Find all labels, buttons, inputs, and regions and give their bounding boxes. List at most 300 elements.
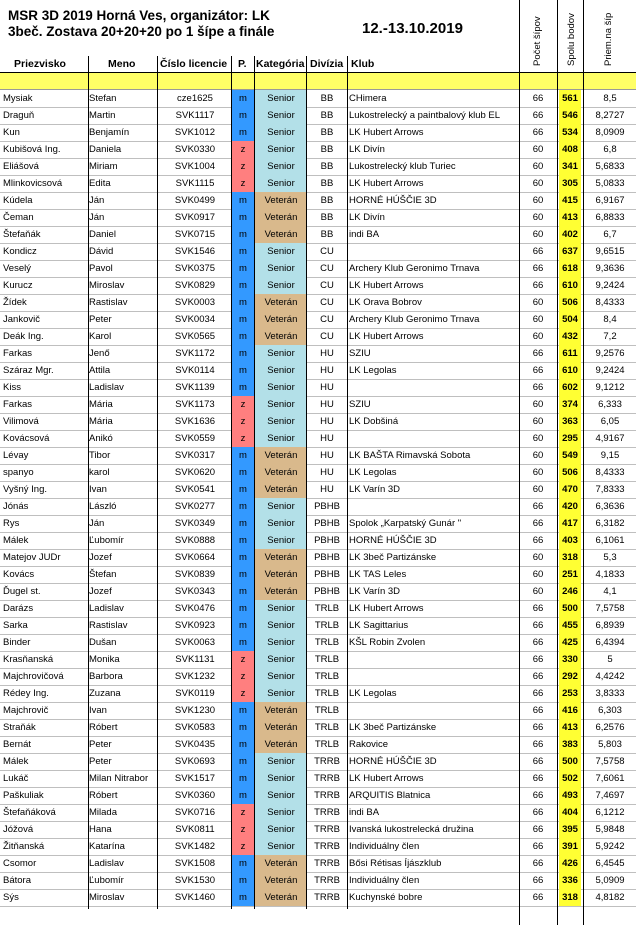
license-cell: SVK0003 (174, 297, 216, 308)
avg-cell: 8,4 (603, 314, 617, 325)
surname-cell: Štefaňáková (3, 807, 56, 818)
category-cell: Senior (255, 430, 307, 447)
category-cell: Veterán (255, 464, 307, 481)
arrows-cell: 66 (532, 705, 544, 716)
arrows-cell: 66 (532, 127, 544, 138)
category-cell: Senior (255, 362, 307, 379)
gender-cell: m (232, 532, 254, 549)
total-cell: 546 (559, 107, 581, 124)
avg-cell: 5,3 (603, 552, 617, 563)
gender-cell: m (232, 634, 254, 651)
surname-cell: Ďugel st. (3, 586, 41, 597)
avg-cell: 9,1212 (595, 382, 625, 393)
avg-cell: 3,8333 (595, 688, 625, 699)
gender-cell: m (232, 583, 254, 600)
surname-cell: Kurucz (3, 280, 33, 291)
total-cell: 408 (559, 141, 581, 158)
club-cell: LK TAS Leles (349, 569, 407, 580)
name-cell: Hana (89, 824, 112, 835)
club-cell (349, 651, 519, 668)
name-cell: Dávid (89, 246, 114, 257)
gender-cell: m (232, 736, 254, 753)
club-cell: SZIU (349, 399, 371, 410)
arrows-cell: 60 (532, 416, 544, 427)
license-cell: SVK0317 (174, 450, 216, 461)
club-cell: Kuchynské bobre (349, 892, 423, 903)
name-cell: Milada (89, 807, 117, 818)
license-cell: SVK0034 (174, 314, 216, 325)
table-row (0, 668, 636, 686)
grid-line (347, 56, 348, 909)
header-highlight-band (0, 73, 636, 90)
club-cell: Ivanská lukostrelecká družina (349, 824, 474, 835)
license-cell: SVK0693 (174, 756, 216, 767)
total-cell: 413 (559, 209, 581, 226)
division-cell: HU (320, 433, 334, 444)
license-cell: SVK0917 (174, 212, 216, 223)
table-row (0, 192, 636, 210)
name-cell: Mária (89, 399, 113, 410)
grid-line (88, 56, 89, 909)
total-cell: 341 (559, 158, 581, 175)
col-header-license: Číslo licencie (160, 58, 228, 70)
name-cell: Daniel (89, 229, 116, 240)
gender-cell: m (232, 753, 254, 770)
license-cell: SVK1482 (174, 841, 216, 852)
name-cell: Peter (89, 756, 112, 767)
club-cell: ARQUITIS Blatnica (349, 790, 431, 801)
table-row (0, 753, 636, 771)
total-cell: 470 (559, 481, 581, 498)
table-row (0, 566, 636, 584)
col-header-arrows: Počet šípov (532, 16, 543, 66)
license-cell: SVK1004 (174, 161, 216, 172)
avg-cell: 5,0833 (595, 178, 625, 189)
surname-cell: Vyšný Ing. (3, 484, 48, 495)
name-cell: Karol (89, 331, 112, 342)
surname-cell: Draguň (3, 110, 35, 121)
arrows-cell: 66 (532, 739, 544, 750)
total-cell: 417 (559, 515, 581, 532)
category-cell: Veterán (255, 889, 307, 906)
division-cell: TRLB (314, 637, 340, 648)
division-cell: TRRB (314, 875, 340, 886)
avg-cell: 6,8939 (595, 620, 625, 631)
name-cell: Ivan (89, 705, 107, 716)
license-cell: SVK1636 (174, 416, 216, 427)
division-cell: BB (320, 178, 334, 189)
club-cell: LK Hubert Arrows (349, 280, 424, 291)
license-cell: SVK0923 (174, 620, 216, 631)
total-cell: 416 (559, 702, 581, 719)
club-cell: indi BA (349, 229, 380, 240)
license-cell: SVK0583 (174, 722, 216, 733)
name-cell: Ivan (89, 484, 107, 495)
surname-cell: Mlinkovicsová (3, 178, 63, 189)
total-column-divider (557, 0, 558, 72)
division-cell: TRLB (314, 603, 340, 614)
table-row (0, 141, 636, 159)
category-cell: Senior (255, 379, 307, 396)
total-cell: 500 (559, 753, 581, 770)
category-cell: Senior (255, 141, 307, 158)
table-row (0, 549, 636, 567)
arrows-cell: 66 (532, 671, 544, 682)
category-cell: Veterán (255, 481, 307, 498)
license-cell: SVK0349 (174, 518, 216, 529)
category-cell: Veterán (255, 311, 307, 328)
division-cell: BB (320, 93, 334, 104)
total-cell: 383 (559, 736, 581, 753)
gender-cell: m (232, 277, 254, 294)
surname-cell: Málek (3, 756, 29, 767)
name-cell: Ján (89, 212, 105, 223)
name-cell: Tibor (89, 450, 111, 461)
gender-cell: m (232, 787, 254, 804)
license-cell: SVK0375 (174, 263, 216, 274)
club-cell: LK 3beč Partizánske (349, 552, 437, 563)
grid-line (583, 72, 584, 925)
gender-cell: m (232, 311, 254, 328)
grid-line (557, 72, 558, 925)
total-cell: 502 (559, 770, 581, 787)
total-cell: 504 (559, 311, 581, 328)
club-cell: Bősi Rétisas Íjászklub (349, 858, 442, 869)
license-cell: SVK1115 (175, 178, 215, 189)
total-cell: 425 (559, 634, 581, 651)
avg-cell: 9,2424 (595, 365, 625, 376)
license-cell: SVK1117 (175, 110, 215, 121)
name-cell: Anikó (89, 433, 113, 444)
category-cell: Senior (255, 634, 307, 651)
name-cell: Ján (89, 518, 105, 529)
category-cell: Veterán (255, 702, 307, 719)
avg-cell: 6,4394 (595, 637, 625, 648)
grid-line (519, 72, 520, 925)
total-cell: 318 (559, 549, 581, 566)
table-row (0, 396, 636, 414)
category-cell: Senior (255, 838, 307, 855)
division-cell: CU (320, 246, 334, 257)
club-cell: LK Varín 3D (349, 484, 401, 495)
gender-cell: m (232, 889, 254, 906)
avg-cell: 6,9167 (595, 195, 625, 206)
gender-cell: m (232, 770, 254, 787)
name-cell: Mária (89, 416, 113, 427)
arrows-cell: 60 (532, 586, 544, 597)
avg-cell: 6,1061 (595, 535, 625, 546)
division-cell: TRLB (314, 688, 340, 699)
avg-cell: 6,8833 (595, 212, 625, 223)
surname-cell: Lukáč (3, 773, 29, 784)
category-cell: Senior (255, 753, 307, 770)
arrows-column-divider (519, 0, 520, 72)
name-cell: Zuzana (89, 688, 121, 699)
total-cell: 330 (559, 651, 581, 668)
name-cell: Štefan (89, 569, 117, 580)
total-cell: 305 (559, 175, 581, 192)
total-cell: 415 (559, 192, 581, 209)
club-cell (349, 430, 519, 447)
total-cell: 561 (559, 90, 581, 107)
avg-column-divider (583, 0, 584, 72)
license-cell: SVK0664 (174, 552, 216, 563)
division-cell: HU (320, 399, 334, 410)
gender-cell: m (232, 481, 254, 498)
table-row (0, 804, 636, 822)
total-cell: 402 (559, 226, 581, 243)
avg-cell: 9,2424 (595, 280, 625, 291)
division-cell: TRRB (314, 824, 340, 835)
avg-cell: 5,803 (598, 739, 622, 750)
name-cell: Daniela (89, 144, 122, 155)
table-row (0, 685, 636, 703)
table-row (0, 362, 636, 380)
surname-cell: Krasňanská (3, 654, 54, 665)
name-cell: Pavol (89, 263, 113, 274)
license-cell: SVK0829 (174, 280, 216, 291)
table-row (0, 90, 636, 108)
name-cell: László (89, 501, 117, 512)
arrows-cell: 66 (532, 535, 544, 546)
category-cell: Senior (255, 685, 307, 702)
gender-cell: m (232, 90, 254, 107)
club-cell: LK Orava Bobrov (349, 297, 422, 308)
total-cell: 637 (559, 243, 581, 260)
gender-cell: m (232, 226, 254, 243)
avg-cell: 9,15 (600, 450, 620, 461)
competition-title: MSR 3D 2019 Horná Ves, organizátor: LK 3beč. Zostava 20+20+20 po 1 šípe a finále (8, 8, 275, 39)
avg-cell: 7,5758 (595, 756, 625, 767)
total-cell: 253 (559, 685, 581, 702)
arrows-cell: 66 (532, 110, 544, 121)
category-cell: Veterán (255, 226, 307, 243)
arrows-cell: 60 (532, 229, 544, 240)
category-cell: Veterán (255, 192, 307, 209)
category-cell: Senior (255, 770, 307, 787)
surname-cell: Žídek (3, 297, 27, 308)
license-cell: SVK1230 (174, 705, 216, 716)
license-cell: SVK0499 (174, 195, 216, 206)
club-cell: KŠL Robin Zvolen (349, 637, 426, 648)
gender-cell: m (232, 260, 254, 277)
category-cell: Senior (255, 498, 307, 515)
club-cell: LK 3beč Partizánske (349, 722, 437, 733)
gender-cell: m (232, 464, 254, 481)
surname-cell: Štefaňák (3, 229, 41, 240)
avg-cell: 4,1 (603, 586, 617, 597)
club-cell: LK Divín (349, 144, 385, 155)
division-cell: BB (320, 212, 334, 223)
surname-cell: Csomor (3, 858, 37, 869)
category-cell: Senior (255, 804, 307, 821)
table-row (0, 583, 636, 601)
total-cell: 295 (559, 430, 581, 447)
arrows-cell: 66 (532, 382, 544, 393)
arrows-cell: 66 (532, 93, 544, 104)
col-header-total: Spolu bodov (566, 13, 577, 66)
name-cell: Stefan (89, 93, 117, 104)
total-cell: 500 (559, 600, 581, 617)
name-cell: Miroslav (89, 280, 125, 291)
arrows-cell: 60 (532, 433, 544, 444)
table-row (0, 464, 636, 482)
total-cell: 413 (559, 719, 581, 736)
avg-cell: 6,303 (598, 705, 622, 716)
name-cell: Edita (89, 178, 111, 189)
division-cell: TRLB (314, 739, 340, 750)
surname-cell: Lévay (3, 450, 29, 461)
name-cell: Peter (89, 314, 112, 325)
name-cell: Ľubomír (89, 535, 124, 546)
club-cell (349, 668, 519, 685)
license-cell: SVK0114 (175, 365, 215, 376)
license-cell: SVK0715 (174, 229, 216, 240)
division-cell: BB (320, 110, 334, 121)
total-cell: 432 (559, 328, 581, 345)
gender-cell: m (232, 107, 254, 124)
name-cell: Miroslav (89, 892, 125, 903)
grid-line (231, 56, 232, 909)
club-cell: Lukostrelecký a paintbalový klub EL (349, 110, 501, 121)
division-cell: TRRB (314, 756, 340, 767)
total-cell: 318 (559, 889, 581, 906)
division-cell: BB (320, 127, 334, 138)
gender-cell: m (232, 294, 254, 311)
license-cell: SVK0811 (175, 824, 215, 835)
total-cell: 420 (559, 498, 581, 515)
gender-cell: m (232, 872, 254, 889)
arrows-cell: 60 (532, 484, 544, 495)
surname-cell: Veselý (3, 263, 31, 274)
avg-cell: 4,9167 (595, 433, 625, 444)
division-cell: HU (320, 382, 334, 393)
category-cell: Senior (255, 345, 307, 362)
club-cell: HORNÉ HÚŠČIE 3D (349, 535, 437, 546)
category-cell: Senior (255, 651, 307, 668)
total-cell: 395 (559, 821, 581, 838)
club-cell: LK Sagittarius (349, 620, 409, 631)
table-row (0, 328, 636, 346)
avg-cell: 6,333 (598, 399, 622, 410)
license-cell: SVK0435 (174, 739, 216, 750)
license-cell: SVK0360 (174, 790, 216, 801)
license-cell: SVK0888 (174, 535, 216, 546)
name-cell: Martin (89, 110, 116, 121)
category-cell: Senior (255, 515, 307, 532)
division-cell: TRLB (314, 654, 340, 665)
arrows-cell: 60 (532, 297, 544, 308)
arrows-cell: 66 (532, 654, 544, 665)
name-cell: Ladislav (89, 382, 124, 393)
license-cell: SVK0716 (174, 807, 216, 818)
gender-cell: m (232, 600, 254, 617)
gender-cell: m (232, 243, 254, 260)
arrows-cell: 66 (532, 637, 544, 648)
club-cell: LK Hubert Arrows (349, 773, 424, 784)
surname-cell: spanyo (3, 467, 34, 478)
total-cell: 426 (559, 855, 581, 872)
table-row (0, 719, 636, 737)
col-header-surname: Priezvisko (14, 58, 66, 70)
division-cell: PBHB (314, 586, 340, 597)
arrows-cell: 66 (532, 688, 544, 699)
table-row (0, 481, 636, 499)
arrows-cell: 60 (532, 552, 544, 563)
table-row (0, 226, 636, 244)
arrows-cell: 60 (532, 212, 544, 223)
gender-cell: m (232, 498, 254, 515)
club-cell: LK Hubert Arrows (349, 603, 424, 614)
avg-cell: 6,2576 (595, 722, 625, 733)
table-row (0, 872, 636, 890)
license-cell: cze1625 (177, 93, 213, 104)
table-row (0, 209, 636, 227)
license-cell: SVK0063 (174, 637, 216, 648)
arrows-cell: 66 (532, 365, 544, 376)
gender-cell: z (232, 838, 254, 855)
avg-cell: 6,7 (603, 229, 617, 240)
division-cell: CU (320, 297, 334, 308)
avg-cell: 6,3636 (595, 501, 625, 512)
gender-cell: m (232, 379, 254, 396)
arrows-cell: 60 (532, 450, 544, 461)
category-cell: Senior (255, 617, 307, 634)
avg-cell: 6,4545 (595, 858, 625, 869)
total-cell: 336 (559, 872, 581, 889)
table-row (0, 311, 636, 329)
avg-cell: 8,4333 (595, 297, 625, 308)
club-cell: Individuálny člen (349, 875, 420, 886)
table-row (0, 175, 636, 193)
club-cell: HORNÉ HÚŠČIE 3D (349, 195, 437, 206)
surname-cell: Jankovič (3, 314, 40, 325)
surname-cell: Straňák (3, 722, 36, 733)
club-cell: Spolok „Karpatský Gunár " (349, 518, 462, 529)
surname-cell: Kun (3, 127, 20, 138)
avg-cell: 7,8333 (595, 484, 625, 495)
division-cell: HU (320, 450, 334, 461)
avg-cell: 6,05 (600, 416, 620, 427)
surname-cell: Darázs (3, 603, 34, 614)
division-cell: CU (320, 263, 334, 274)
col-header-gender: P. (238, 58, 247, 70)
division-cell: TRLB (314, 671, 340, 682)
gender-cell: z (232, 804, 254, 821)
gender-cell: m (232, 702, 254, 719)
name-cell: Róbert (89, 790, 118, 801)
division-cell: PBHB (314, 501, 340, 512)
gender-cell: z (232, 413, 254, 430)
category-cell: Senior (255, 277, 307, 294)
name-cell: Katarína (89, 841, 125, 852)
surname-cell: Majchrovičová (3, 671, 64, 682)
category-cell: Veterán (255, 549, 307, 566)
category-cell: Veterán (255, 447, 307, 464)
arrows-cell: 66 (532, 807, 544, 818)
table-row (0, 736, 636, 754)
gender-cell: z (232, 821, 254, 838)
license-cell: SVK1131 (175, 654, 215, 665)
total-cell: 534 (559, 124, 581, 141)
name-cell: karol (89, 467, 110, 478)
division-cell: TRLB (314, 620, 340, 631)
table-row (0, 617, 636, 635)
avg-cell: 4,1833 (595, 569, 625, 580)
division-cell: TRRB (314, 773, 340, 784)
category-cell: Veterán (255, 855, 307, 872)
gender-cell: m (232, 617, 254, 634)
